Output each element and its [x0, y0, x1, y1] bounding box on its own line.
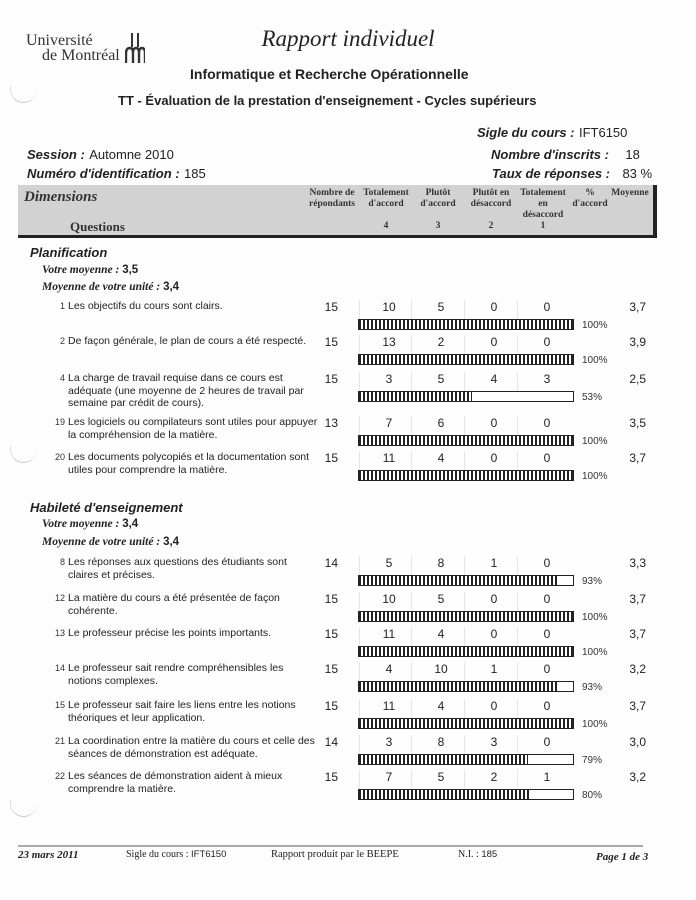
agreement-bar-fill	[359, 612, 573, 621]
answer-count: 0	[543, 627, 551, 641]
answer-count: 3	[543, 372, 551, 386]
enrolled-value: 18	[625, 147, 640, 162]
column-separator	[411, 735, 412, 754]
agreement-percent: 100%	[582, 471, 608, 482]
id-value: 185	[184, 166, 206, 181]
answer-count: 0	[490, 699, 498, 713]
column-strongly-disagree: Totalement en désaccord	[520, 188, 566, 220]
question-number: 13	[54, 628, 65, 638]
answer-count: 10	[434, 662, 448, 676]
answer-count: 11	[382, 699, 396, 713]
footer-page-number: Page 1 de 3	[596, 851, 649, 863]
answer-count: 0	[490, 592, 498, 606]
question-number: 4	[59, 373, 65, 383]
column-separator	[359, 416, 360, 435]
answer-count: 0	[543, 451, 551, 465]
unit-average-value: 3,4	[163, 536, 180, 548]
question-number: 20	[54, 452, 65, 462]
column-separator	[359, 335, 360, 354]
department-name: Informatique et Recherche Opérationnelle	[190, 66, 469, 82]
mean-score: 3,2	[629, 770, 646, 784]
unit-average	[42, 536, 179, 548]
column-separator	[359, 735, 360, 754]
column-separator	[517, 556, 518, 575]
question-text: De façon générale, le plan de cours a été respecté.	[68, 335, 307, 347]
respondents-count: 15	[324, 300, 338, 314]
column-separator	[464, 335, 465, 354]
answer-count: 0	[543, 556, 551, 570]
answer-count: 0	[543, 699, 551, 713]
answer-count: 4	[437, 627, 445, 641]
column-separator	[411, 372, 412, 391]
answer-count: 3	[385, 372, 393, 386]
answer-count: 1	[490, 556, 498, 570]
answer-count: 1	[543, 770, 551, 784]
column-separator	[464, 627, 465, 646]
course-code-value: IFT6150	[578, 125, 628, 140]
agreement-percent: 79%	[582, 755, 603, 766]
answer-count: 7	[385, 416, 393, 430]
agreement-bar	[358, 754, 574, 765]
answer-count: 0	[543, 416, 551, 430]
agreement-percent: 100%	[582, 355, 608, 366]
column-separator	[517, 770, 518, 789]
unit-average-value: 3,4	[163, 281, 180, 293]
footer-ni-label: N.I. :	[458, 849, 479, 860]
question-number: 21	[54, 736, 65, 746]
agreement-bar-fill	[359, 576, 558, 585]
agreement-bar	[358, 718, 574, 729]
answer-count: 8	[437, 556, 445, 570]
agreement-percent: 100%	[582, 719, 608, 730]
agreement-bar-fill	[359, 355, 573, 364]
your-average-value: 3,5	[122, 264, 139, 276]
your-average-value: 3,4	[122, 518, 139, 530]
footer-ni	[458, 849, 497, 860]
punch-hole-mark	[10, 86, 37, 103]
answer-count: 1	[490, 662, 498, 676]
unit-average-label: Moyenne de votre unité :	[42, 536, 161, 548]
answer-count: 4	[437, 451, 445, 465]
column-separator	[359, 662, 360, 681]
agreement-bar	[358, 646, 574, 657]
respondents-count: 15	[324, 627, 338, 641]
question-text: Le professeur sait rendre compréhensibles les notions complexes.	[68, 662, 284, 687]
question-number: 14	[54, 663, 65, 673]
answer-count: 0	[490, 627, 498, 641]
answer-count: 4	[385, 662, 393, 676]
header-dimensions: Dimensions	[24, 189, 98, 205]
answer-count: 4	[490, 372, 498, 386]
answer-count: 2	[490, 770, 498, 784]
question-text: Les documents polycopiés et la documentation sont utiles pour comprendre la matière.	[68, 451, 310, 476]
agreement-percent: 53%	[582, 392, 603, 403]
agreement-bar-fill	[359, 471, 573, 480]
column-separator	[464, 372, 465, 391]
mean-score: 3,7	[629, 699, 646, 713]
column-separator	[411, 556, 412, 575]
mean-score: 3,0	[629, 735, 646, 749]
answer-count: 5	[437, 372, 445, 386]
session-label: Session :	[27, 147, 85, 162]
question-text: La coordination entre la matière du cours et celle des séances de démonstration est adéquate.	[68, 735, 315, 760]
answer-count: 0	[543, 592, 551, 606]
agreement-percent: 100%	[582, 320, 608, 331]
column-separator	[411, 662, 412, 681]
column-separator	[411, 300, 412, 319]
question-text: Les séances de démonstration aident à mieux comprendre la matière.	[68, 770, 283, 795]
answer-count: 11	[382, 627, 396, 641]
column-separator	[359, 556, 360, 575]
question-number: 15	[54, 700, 65, 710]
column-separator	[359, 770, 360, 789]
your-average-label: Votre moyenne :	[42, 264, 120, 276]
column-separator	[517, 592, 518, 611]
mean-score: 3,7	[629, 300, 646, 314]
question-number: 1	[59, 301, 65, 311]
column-respondents: Nombre de répondants	[309, 188, 355, 209]
respondents-count: 15	[324, 451, 338, 465]
unit-average	[42, 281, 179, 293]
your-average-label: Votre moyenne :	[42, 518, 120, 530]
footer-divider	[18, 845, 643, 847]
mean-score: 3,2	[629, 662, 646, 676]
question-text: Les réponses aux questions des étudiants sont claires et précises.	[68, 556, 287, 581]
question-text: La charge de travail requise dans ce cours est adéquate (une moyenne de 2 heures de travail par semaine par crédit de cours).	[68, 372, 304, 409]
scale-3: 3	[435, 221, 441, 231]
question-number: 22	[54, 771, 65, 781]
respondents-count: 15	[324, 372, 338, 386]
column-mean: Moyenne	[611, 188, 649, 198]
answer-count: 2	[437, 335, 445, 349]
scale-2: 2	[488, 221, 494, 231]
unit-average-label: Moyenne de votre unité :	[42, 281, 161, 293]
response-rate-field	[492, 165, 652, 183]
column-separator	[464, 592, 465, 611]
punch-hole-mark	[10, 800, 37, 817]
column-separator	[517, 662, 518, 681]
section-title-planification: Planification	[30, 245, 108, 260]
mean-score: 3,3	[629, 556, 646, 570]
column-separator	[517, 416, 518, 435]
question-number: 2	[59, 336, 65, 346]
respondents-count: 15	[324, 335, 338, 349]
section-title-teaching-skill: Habileté d'enseignement	[30, 500, 183, 515]
agreement-bar	[358, 789, 574, 800]
answer-count: 0	[543, 662, 551, 676]
mean-score: 3,7	[629, 592, 646, 606]
footer-date: 23 mars 2011	[18, 849, 79, 861]
enrolled-field	[491, 146, 640, 164]
answer-count: 5	[437, 300, 445, 314]
response-rate-value: 83 %	[622, 166, 653, 181]
answer-count: 0	[543, 300, 551, 314]
scale-1: 1	[540, 221, 546, 231]
agreement-bar	[358, 470, 574, 481]
answer-count: 7	[385, 770, 393, 784]
mean-score: 3,7	[629, 451, 646, 465]
your-average	[42, 518, 138, 530]
answer-count: 5	[437, 592, 445, 606]
footer-course	[126, 849, 226, 860]
column-disagree: Plutôt en désaccord	[470, 188, 512, 209]
agreement-bar-fill	[359, 790, 530, 799]
logo-line-1: Université	[26, 32, 93, 49]
column-separator	[464, 556, 465, 575]
answer-count: 10	[382, 300, 396, 314]
question-number: 8	[59, 557, 65, 567]
column-pct-agree: % d'accord	[572, 188, 608, 209]
agreement-percent: 80%	[582, 790, 603, 801]
answer-count: 10	[382, 592, 396, 606]
punch-hole-mark	[10, 446, 37, 463]
column-agree: Plutôt d'accord	[420, 188, 456, 209]
agreement-percent: 100%	[582, 612, 608, 623]
session-field	[27, 146, 174, 164]
column-separator	[517, 627, 518, 646]
column-separator	[517, 300, 518, 319]
respondents-count: 13	[324, 416, 338, 430]
mean-score: 3,5	[629, 416, 646, 430]
question-text: Le professeur précise les points importants.	[68, 627, 272, 639]
footer-produced-by: Rapport produit par le BEEPE	[271, 849, 399, 860]
column-separator	[464, 662, 465, 681]
agreement-bar-fill	[359, 719, 573, 728]
course-code-field	[477, 124, 627, 142]
column-separator	[517, 451, 518, 470]
respondents-count: 14	[324, 735, 338, 749]
mean-score: 2,5	[629, 372, 646, 386]
agreement-percent: 93%	[582, 682, 603, 693]
mean-score: 3,7	[629, 627, 646, 641]
scale-4: 4	[383, 221, 389, 231]
agreement-bar	[358, 435, 574, 446]
report-title: Rapport individuel	[261, 26, 435, 51]
answer-count: 3	[490, 735, 498, 749]
agreement-percent: 100%	[582, 647, 608, 658]
column-separator	[359, 451, 360, 470]
column-separator	[359, 592, 360, 611]
question-text: Le professeur sait faire les liens entre les notions théoriques et leur application.	[68, 699, 296, 724]
agreement-bar	[358, 611, 574, 622]
column-separator	[359, 300, 360, 319]
question-number: 12	[54, 593, 65, 603]
course-code-label: Sigle du cours :	[477, 125, 575, 140]
id-label: Numéro d'identification :	[27, 166, 180, 181]
answer-count: 13	[382, 335, 396, 349]
session-value: Automne 2010	[89, 147, 174, 162]
agreement-bar	[358, 575, 574, 586]
column-separator	[464, 770, 465, 789]
column-separator	[359, 627, 360, 646]
respondents-count: 15	[324, 770, 338, 784]
column-separator	[464, 451, 465, 470]
your-average	[42, 264, 138, 276]
column-separator	[359, 699, 360, 718]
respondents-count: 15	[324, 699, 338, 713]
footer-course-code: IFT6150	[191, 849, 227, 860]
enrolled-label: Nombre d'inscrits :	[491, 147, 609, 162]
column-separator	[517, 372, 518, 391]
agreement-bar-fill	[359, 647, 573, 656]
respondents-count: 15	[324, 592, 338, 606]
footer-ni-value: 185	[481, 849, 498, 860]
mean-score: 3,9	[629, 335, 646, 349]
column-separator	[411, 627, 412, 646]
answer-count: 0	[543, 735, 551, 749]
agreement-bar	[358, 391, 574, 402]
form-title: TT - Évaluation de la prestation d'enseignement - Cycles supérieurs	[118, 93, 537, 108]
footer-course-label: Sigle du cours :	[126, 849, 189, 860]
answer-count: 4	[437, 699, 445, 713]
header-questions: Questions	[70, 219, 125, 234]
answer-count: 0	[490, 335, 498, 349]
column-separator	[517, 735, 518, 754]
logo-line-2: de Montréal	[42, 47, 120, 64]
answer-count: 0	[490, 416, 498, 430]
answer-count: 5	[437, 770, 445, 784]
agreement-bar	[358, 681, 574, 692]
agreement-bar-fill	[359, 682, 558, 691]
column-separator	[411, 451, 412, 470]
answer-count: 6	[437, 416, 445, 430]
column-separator	[359, 372, 360, 391]
answer-count: 8	[437, 735, 445, 749]
agreement-bar-fill	[359, 320, 573, 329]
answer-count: 0	[490, 451, 498, 465]
column-separator	[517, 699, 518, 718]
respondents-count: 14	[324, 556, 338, 570]
agreement-bar-fill	[359, 755, 528, 764]
agreement-bar-fill	[359, 436, 573, 445]
column-separator	[464, 735, 465, 754]
column-separator	[411, 770, 412, 789]
column-strongly-agree: Totalement d'accord	[363, 188, 409, 209]
answer-count: 0	[543, 335, 551, 349]
answer-count: 0	[490, 300, 498, 314]
answer-count: 5	[385, 556, 393, 570]
answer-count: 3	[385, 735, 393, 749]
column-separator	[464, 416, 465, 435]
column-separator	[411, 699, 412, 718]
agreement-bar	[358, 319, 574, 330]
agreement-percent: 100%	[582, 436, 608, 447]
question-number: 19	[54, 417, 65, 427]
column-separator	[517, 335, 518, 354]
column-separator	[411, 335, 412, 354]
column-separator	[411, 592, 412, 611]
agreement-bar-fill	[359, 392, 472, 401]
id-field	[27, 165, 206, 183]
agreement-bar	[358, 354, 574, 365]
response-rate-label: Taux de réponses :	[492, 166, 610, 181]
question-text: La matière du cours a été présentée de façon cohérente.	[68, 592, 280, 617]
column-separator	[464, 699, 465, 718]
answer-count: 11	[382, 451, 396, 465]
question-text: Les logiciels ou compilateurs sont utiles pour appuyer la compréhension de la matière.	[68, 416, 318, 441]
agreement-percent: 93%	[582, 576, 603, 587]
column-separator	[411, 416, 412, 435]
respondents-count: 15	[324, 662, 338, 676]
question-text: Les objectifs du cours sont clairs.	[68, 300, 223, 312]
column-separator	[464, 300, 465, 319]
